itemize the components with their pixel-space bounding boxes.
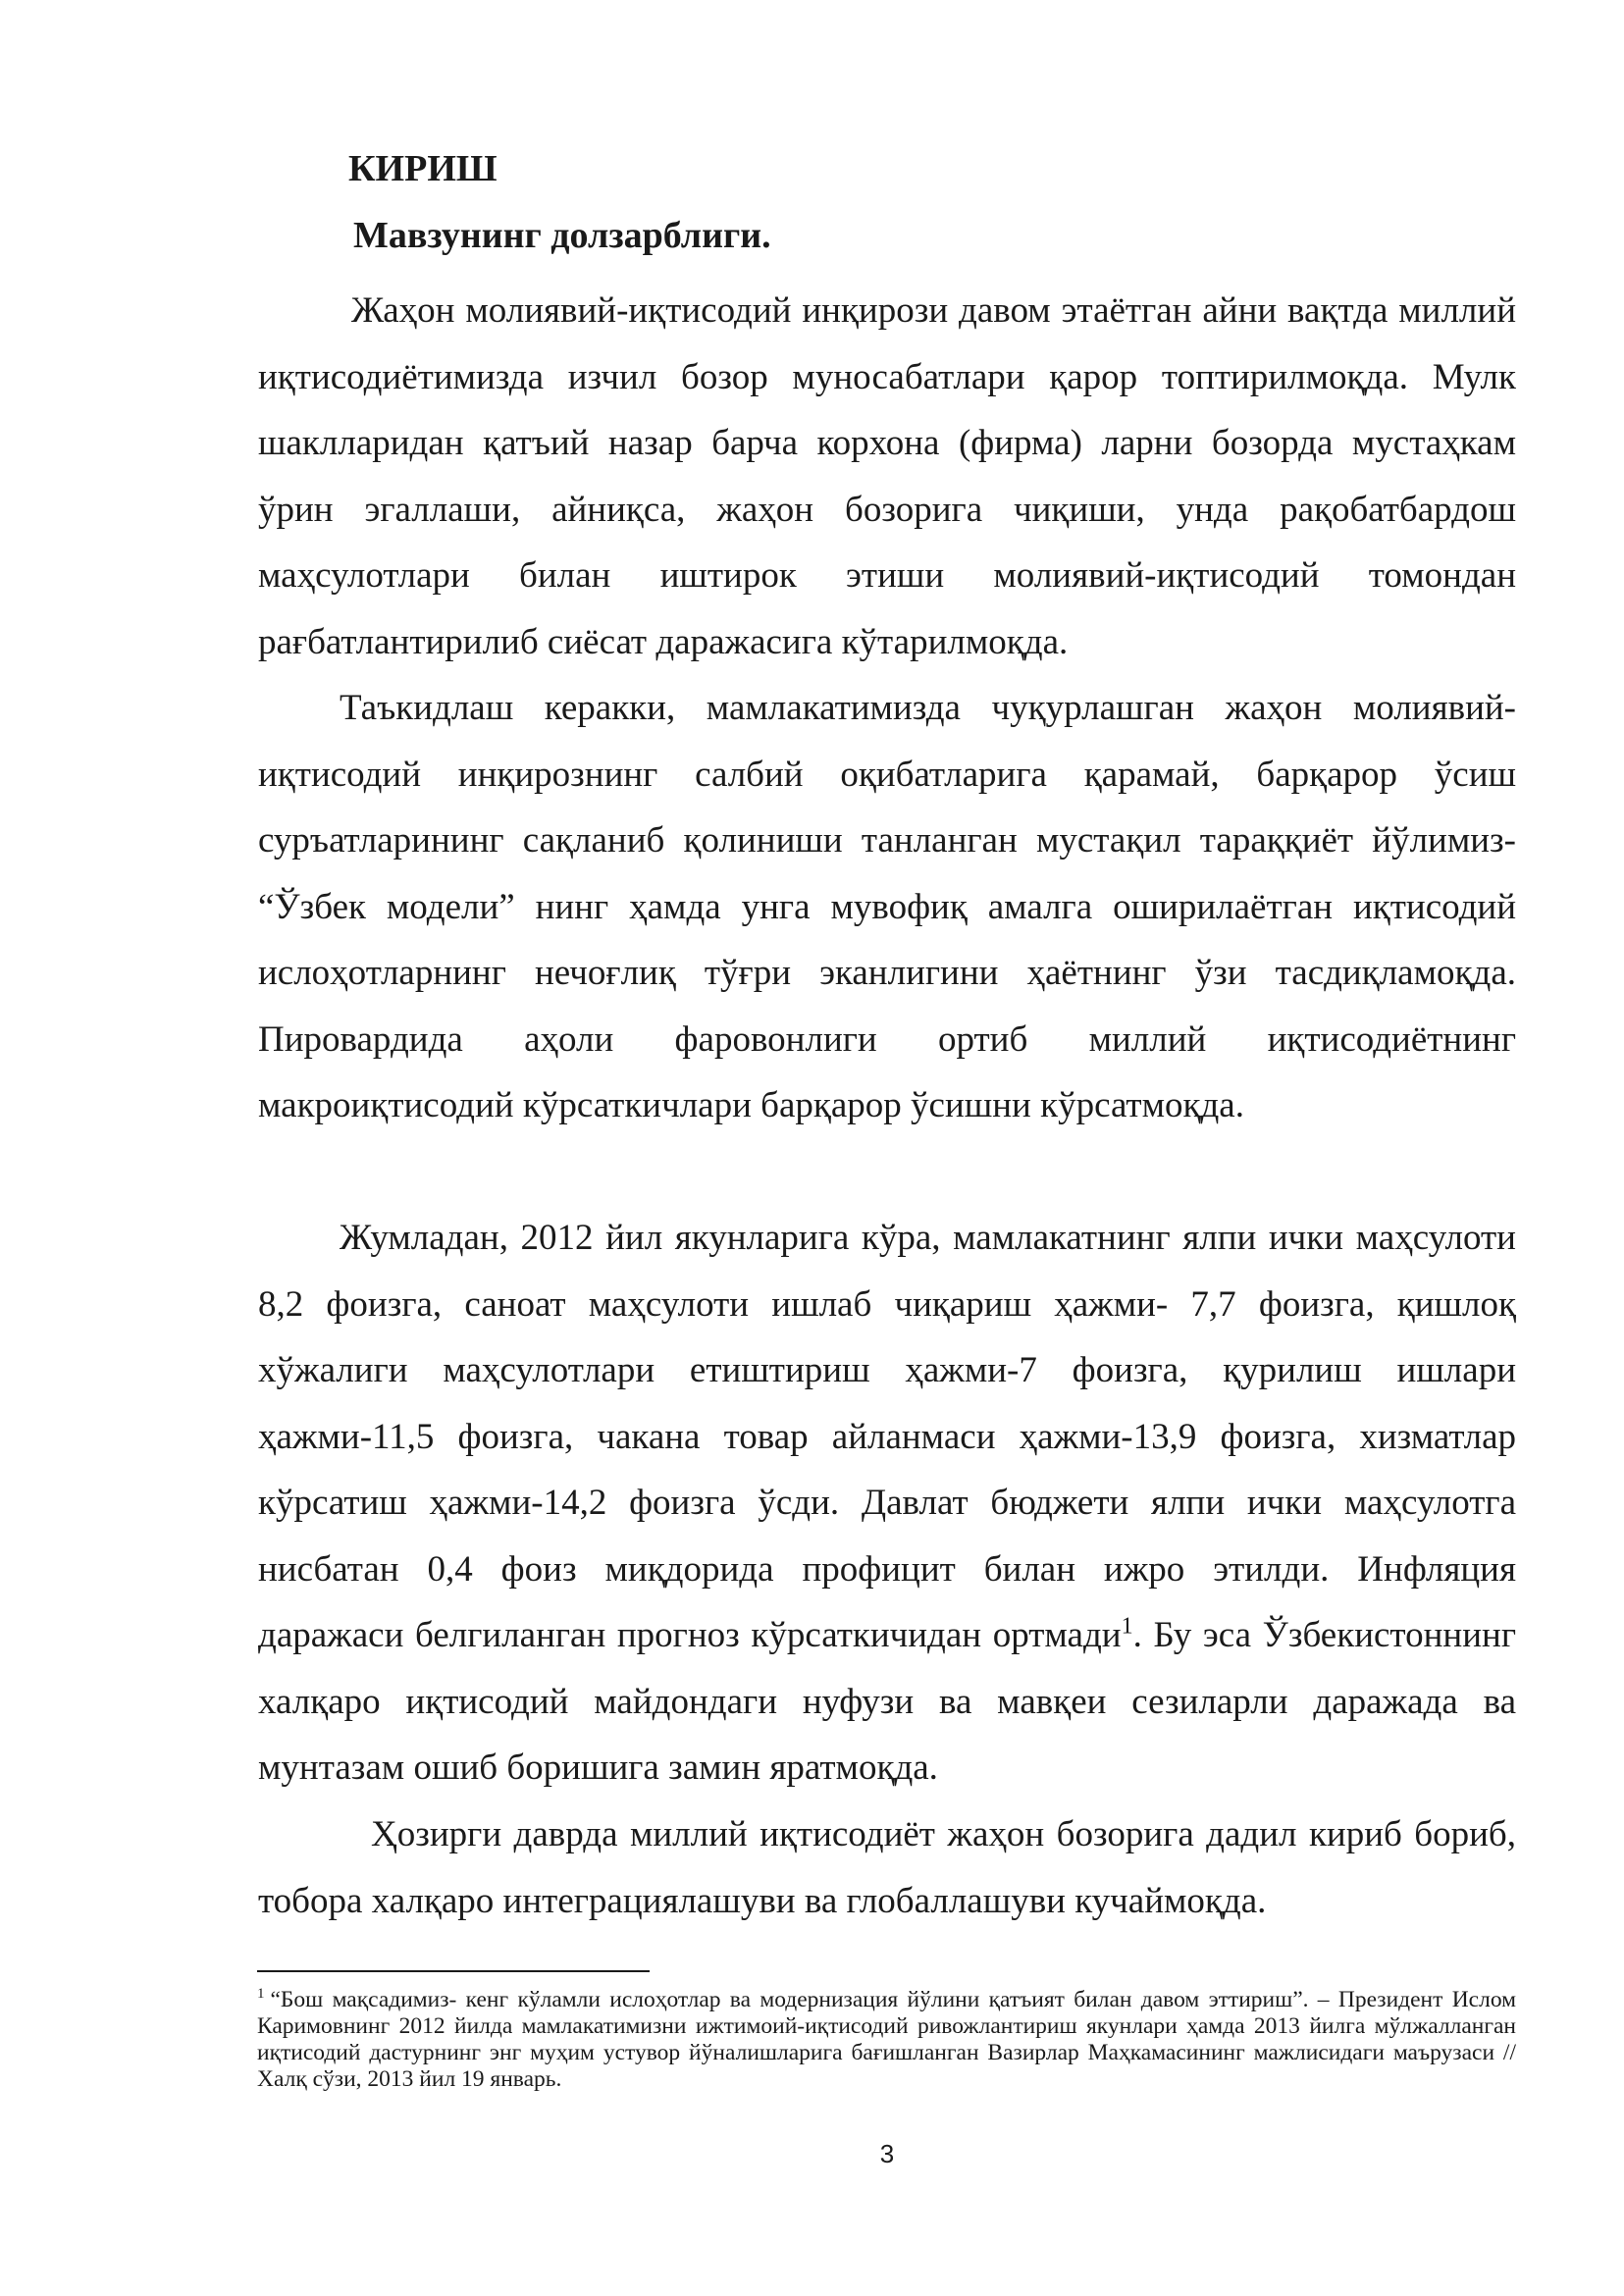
footnote-reference: 1 xyxy=(1121,1613,1133,1640)
page-number: 3 xyxy=(879,2139,895,2168)
paragraph-2: Таъкидлаш керакки, мамлакатимизда чуқурлашган жаҳон молиявий-иқтисодий инқирознинг салбий оқибатларига қарамай, барқарор ўсиш суръатларининг сақланиб қолиниши танланган мустақил тараққиёт йўлимиз- “Ўзбек модели” нинг ҳамда унга мувофиқ амалга оширилаётган иқтисодий ислоҳотларнинг нечоғлиқ тўғри эканлигини ҳаётнинг ўзи тасдиқламоқда. Пировардида аҳоли фаровонлиги ортиб миллий иқтисодиётнинг макроиқтисодий кўрсаткичлари барқарор ўсишни кўрсатмоқда. xyxy=(258,688,1516,1125)
section-title: КИРИШ xyxy=(348,148,498,189)
paragraph-4: Ҳозирги даврда миллий иқтисодиёт жаҳон бозорига дадил кириб бориб, тобора халқаро интеграциялашуви ва глобаллашуви кучаймоқда. xyxy=(258,1814,1516,1921)
footnote xyxy=(257,1987,1516,2093)
section-subtitle: Мавзунинг долзарблиги. xyxy=(353,215,771,256)
paragraph-1: Жаҳон молиявий-иқтисодий инқирози давом этаётган айни вақтда миллий иқтисодиётимизда изчил бозор муносабатлари қарор топтирилмоқда. Мулк шаклларидан қатъий назар барча корхона (фирма) ларни бозорда мустаҳкам ўрин эгаллаши, айниқса, жаҳон бозорига чиқиши, унда рақобатбардош маҳсулотлари билан иштирок этиши молиявий-иқтисодий томондан рағбатлантирилиб сиёсат даражасига кўтарилмоқда. xyxy=(258,290,1516,662)
paragraph-3-text-after-reference: . Бу эса Ўзбекистоннинг халқаро иқтисодий майдондаги нуфузи ва мавқеи сезиларли даражада ва мунтазам ошиб боришига замин яратмоқда. xyxy=(258,1615,1516,1788)
footnote-text: “Бош мақсадимиз- кенг кўламли ислоҳотлар ва модернизация йўлини қатъият билан давом эттириш”. – Президент Ислом Каримовнинг 2012 йилда мамлакатимизни ижтимоий-иқтисодий ривожлантириш якунлари ҳамда 2013 йилга мўлжалланган иқтисодий дастурнинг энг муҳим устувор йўналишларига бағишланган Вазирлар Маҳкамасининг мажлисидаги маърузаси // Халқ сўзи, 2013 йил 19 январь. xyxy=(257,1987,1516,2092)
paragraph-3 xyxy=(258,1205,1516,1801)
paragraph-3-text-before-reference: Жумладан, 2012 йил якунларига кўра, мамлакатнинг ялпи ички маҳсулоти 8,2 фоизга, саноат маҳсулоти ишлаб чиқариш ҳажми- 7,7 фоизга, қишлоқ хўжалиги маҳсулотлари етиштириш ҳажми-7 фоизга, қурилиш ишлари ҳажми-11,5 фоизга, чакана товар айланмаси ҳажми-13,9 фоизга, хизматлар кўрсатиш ҳажми-14,2 фоизга ўсди. Давлат бюджети ялпи ички маҳсулотга нисбатан 0,4 фоиз миқдорида профицит билан ижро этилди. Инфляция даражаси белгиланган прогноз кўрсаткичидан ортмади xyxy=(258,1218,1516,1655)
footnote-marker: 1 xyxy=(257,1986,265,2003)
footnote-separator xyxy=(257,1970,650,1972)
